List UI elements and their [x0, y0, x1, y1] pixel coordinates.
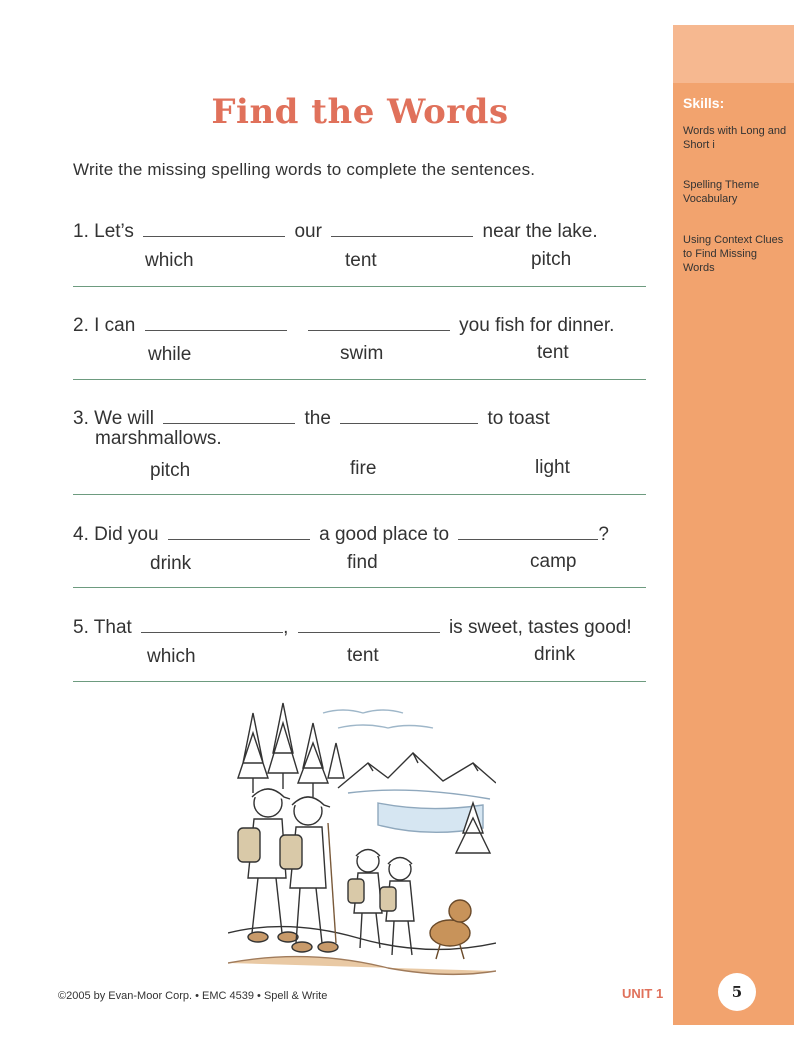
- question-1: [73, 218, 598, 243]
- question-1-start: 1. Let’s: [73, 221, 134, 242]
- page-title: Find the Words: [211, 92, 509, 132]
- divider: [73, 494, 646, 495]
- question-3-end: to toast: [487, 408, 550, 429]
- question-3-start: 3. We will: [73, 408, 154, 429]
- answer-blank-1b[interactable]: [331, 218, 473, 237]
- sidebar-header-band: [673, 25, 794, 83]
- question-5-end: is sweet, tastes good!: [448, 617, 632, 638]
- word-choice: pitch: [531, 249, 572, 270]
- word-choice: which: [145, 250, 194, 271]
- word-choice: fire: [350, 458, 377, 479]
- answer-blank-3a[interactable]: [163, 405, 295, 424]
- divider: [73, 379, 646, 380]
- answer-blank-4a[interactable]: [168, 521, 310, 540]
- question-3-mid: the: [304, 408, 331, 429]
- question-5-mid: ,: [283, 617, 289, 638]
- divider: [73, 681, 646, 682]
- question-3-line2: marshmallows.: [95, 428, 222, 449]
- question-5-start: 5. That: [73, 617, 132, 638]
- word-choice: tent: [537, 342, 569, 363]
- word-choice: drink: [150, 553, 192, 574]
- question-1-mid: our: [294, 221, 322, 242]
- answer-blank-5a[interactable]: [141, 614, 283, 633]
- word-choice: camp: [530, 551, 577, 572]
- divider: [73, 286, 646, 287]
- question-2: [73, 312, 614, 337]
- question-1-end: near the lake.: [482, 221, 598, 242]
- word-choice: swim: [340, 343, 384, 364]
- word-choice: tent: [345, 250, 377, 271]
- question-2-start: 2. I can: [73, 315, 136, 336]
- skill-item-2: Spelling Theme Vocabulary: [683, 179, 760, 205]
- instructions: Write the missing spelling words to complete the sentences.: [73, 160, 536, 179]
- word-choice: pitch: [150, 460, 191, 481]
- word-choice: drink: [534, 644, 576, 665]
- copyright-footer: ©2005 by Evan-Moor Corp. • EMC 4539 • Spell & Write: [58, 990, 328, 1002]
- answer-blank-2b[interactable]: [308, 312, 450, 331]
- answer-blank-5b[interactable]: [298, 614, 440, 633]
- unit-label: UNIT 1: [622, 986, 664, 1001]
- question-3: [73, 405, 550, 430]
- divider: [73, 587, 646, 588]
- question-2-end: you fish for dinner.: [459, 315, 615, 336]
- answer-blank-2a[interactable]: [145, 312, 287, 331]
- word-choice: light: [535, 457, 570, 478]
- word-choice: tent: [347, 645, 379, 666]
- question-4: [73, 521, 609, 546]
- page-number: 5: [718, 973, 756, 1011]
- answer-blank-4b[interactable]: [458, 521, 598, 540]
- word-choice: which: [147, 646, 196, 667]
- answer-blank-1a[interactable]: [143, 218, 285, 237]
- answer-blank-3b[interactable]: [340, 405, 478, 424]
- question-4-mid: a good place to: [319, 524, 450, 545]
- skill-item-1: Words with Long and Short i: [683, 125, 787, 151]
- word-choice: while: [148, 344, 192, 365]
- hiking-illustration: [228, 693, 496, 979]
- question-4-end: ?: [598, 524, 609, 545]
- skill-item-3: Using Context Clues to Find Missing Words: [683, 234, 784, 274]
- question-5: [73, 614, 632, 639]
- word-choice: find: [347, 552, 378, 573]
- question-4-start: 4. Did you: [73, 524, 159, 545]
- skills-sidebar: [673, 25, 794, 1025]
- skills-heading: Skills:: [683, 95, 725, 111]
